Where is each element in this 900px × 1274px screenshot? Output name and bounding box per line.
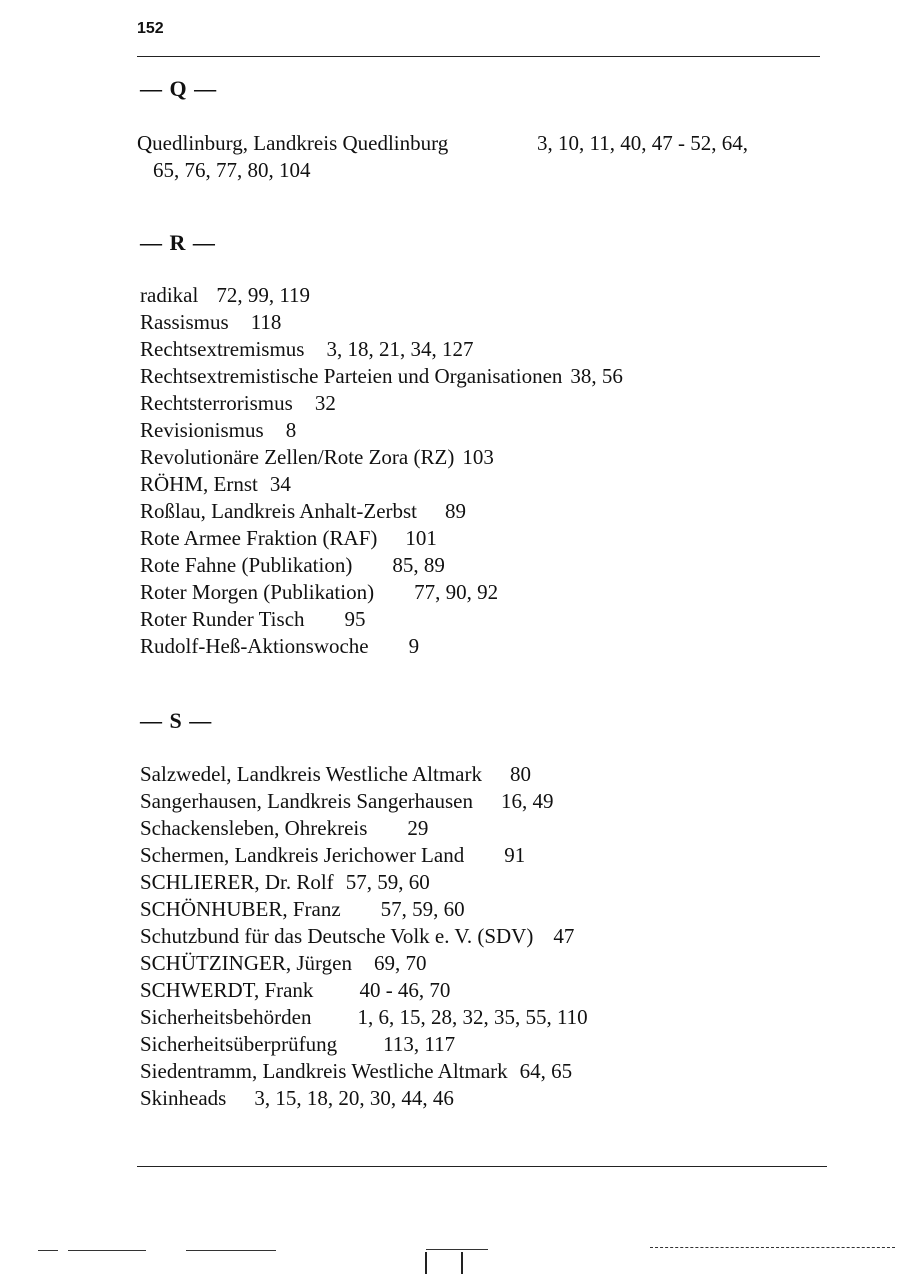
entry-pages: 72, 99, 119 [216,283,311,307]
scan-line [426,1249,488,1250]
entry-continuation: 65, 76, 77, 80, 104 [153,158,311,182]
scan-line [186,1250,276,1251]
entry-term: SCHÜTZINGER, Jürgen [140,951,352,975]
entry-pages: 8 [285,418,297,442]
entry-pages: 57, 59, 60 [380,897,465,921]
index-entry [140,282,623,309]
entry-term: Roßlau, Landkreis Anhalt-Zerbst [140,499,418,523]
index-entry [140,896,588,923]
entry-term: SCHÖNHUBER, Franz [140,897,341,921]
entry-term: Roter Runder Tisch [140,607,305,631]
entry-pages: 103 [462,445,494,469]
entry-term: Sicherheitsbehörden [140,1005,312,1029]
entry-term: Rote Fahne (Publikation) [140,553,353,577]
entry-term: radikal [140,283,199,307]
page-number: 152 [137,20,164,37]
entry-pages: 64, 65 [519,1059,573,1083]
entry-term: Salzwedel, Landkreis Westliche Altmark [140,762,482,786]
bottom-rule [137,1166,827,1167]
index-entry [140,842,588,869]
entry-pages: 57, 59, 60 [345,870,430,894]
entry-term: Rudolf-Heß-Aktionswoche [140,634,369,658]
index-entry [140,336,623,363]
entry-term: Roter Morgen (Publikation) [140,580,375,604]
entry-pages: 34 [269,472,291,496]
entry-pages: 101 [405,526,437,550]
index-entry [140,498,623,525]
entry-pages: 3, 15, 18, 20, 30, 44, 46 [254,1086,454,1110]
entry-term: Sicherheitsüberprüfung [140,1032,338,1056]
index-entry [140,633,623,660]
index-entry [140,471,623,498]
entry-pages: 77, 90, 92 [414,580,499,604]
scan-line [38,1250,58,1251]
index-entry [137,130,748,184]
index-entry [140,363,623,390]
entry-term: Schutzbund für das Deutsche Volk e. V. (SDV) [140,924,534,948]
entry-term: RÖHM, Ernst [140,472,258,496]
index-entry [140,923,588,950]
entry-pages: 80 [510,762,531,786]
scan-mark [425,1252,427,1274]
entry-term: Rote Armee Fraktion (RAF) [140,526,378,550]
entry-term: Quedlinburg, Landkreis Quedlinburg [137,131,449,155]
entry-pages: 9 [408,634,420,658]
section-r-entries [140,282,623,660]
index-entry [140,309,623,336]
entry-pages: 95 [344,607,366,631]
entry-pages: 113, 117 [383,1032,456,1056]
index-entry [140,1085,588,1112]
index-entry [140,788,588,815]
index-entry [140,552,623,579]
entry-term: Schackensleben, Ohrekreis [140,816,368,840]
index-entry [140,606,623,633]
index-entry [140,444,623,471]
entry-term: Sangerhausen, Landkreis Sangerhausen [140,789,473,813]
entry-term: Revolutionäre Zellen/Rote Zora (RZ) [140,445,455,469]
index-entry [140,950,588,977]
index-entry [140,390,623,417]
entry-term: Rechtsextremistische Parteien und Organisationen [140,364,563,388]
scan-line [650,1247,895,1248]
entry-term: Skinheads [140,1086,227,1110]
entry-pages: 47 [553,924,575,948]
entry-pages: 118 [250,310,282,334]
index-entry [140,1004,588,1031]
entry-pages: 91 [504,843,526,867]
entry-term: Schermen, Landkreis Jerichower Land [140,843,465,867]
scan-mark [461,1252,463,1274]
entry-pages: 32 [314,391,336,415]
section-heading-q: — Q — [140,76,218,101]
entry-pages: 40 - 46, 70 [359,978,451,1002]
index-entry [140,417,623,444]
entry-pages: 69, 70 [373,951,427,975]
entry-term: Siedentramm, Landkreis Westliche Altmark [140,1059,508,1083]
entry-term: SCHWERDT, Frank [140,978,314,1002]
entry-term: SCHLIERER, Dr. Rolf [140,870,334,894]
entry-pages: 3, 18, 21, 34, 127 [326,337,474,361]
index-entry [140,579,623,606]
index-entry [140,1031,588,1058]
scan-line [68,1250,146,1251]
index-entry [140,525,623,552]
entry-term: Rechtsextremismus [140,337,305,361]
entry-pages: 29 [407,816,429,840]
section-heading-r: — R — [140,230,216,255]
entry-term: Rassismus [140,310,229,334]
index-entry [140,869,588,896]
index-entry [140,977,588,1004]
entry-pages: 38, 56 [570,364,623,388]
entry-pages: 1, 6, 15, 28, 32, 35, 55, 110 [357,1005,588,1029]
entry-pages: 3, 10, 11, 40, 47 - 52, 64, [537,131,748,155]
entry-term: Rechtsterrorismus [140,391,293,415]
entry-term: Revisionismus [140,418,264,442]
entry-pages: 89 [445,499,467,523]
index-entry [140,815,588,842]
index-entry [140,1058,588,1085]
top-rule [137,56,820,57]
section-s-entries [140,761,588,1112]
section-heading-s: — S — [140,708,213,733]
entry-pages: 16, 49 [500,789,554,813]
index-entry [140,761,588,788]
entry-pages: 85, 89 [392,553,445,577]
